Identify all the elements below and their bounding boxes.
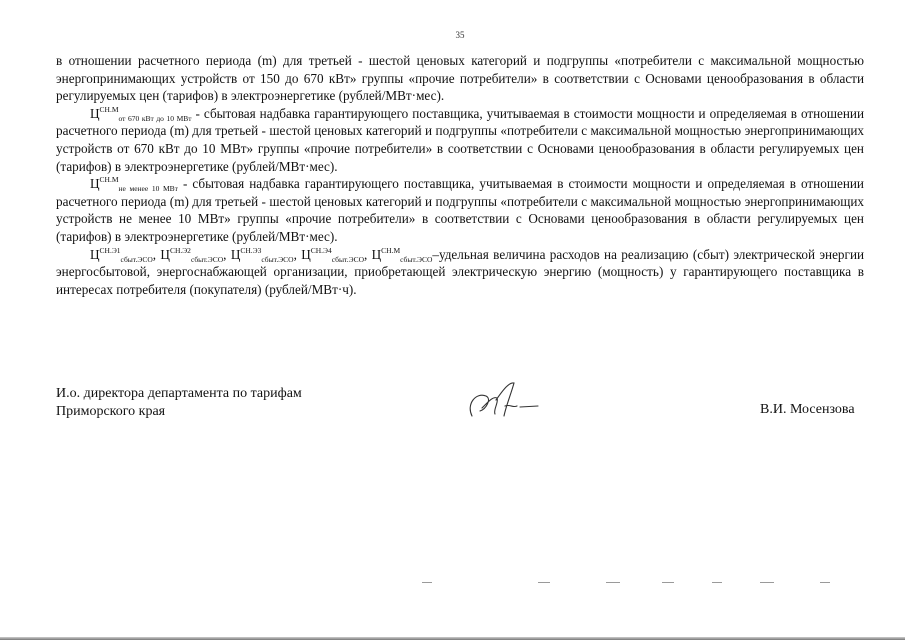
- symbol-subscript: от 670 кВт до 10 МВт: [118, 113, 192, 123]
- symbol-subscript: сбыт.ЭСО: [120, 254, 153, 264]
- paragraph-3: [56, 175, 864, 245]
- tariff-symbol-e3: [231, 247, 294, 262]
- scan-artifact-line: [538, 582, 550, 583]
- signatory-title: [56, 385, 302, 421]
- handwritten-signature: [462, 378, 540, 426]
- paragraph-4: [56, 246, 864, 299]
- tariff-symbol-e1: [90, 247, 153, 262]
- symbol-base: Ц: [230, 246, 241, 262]
- tariff-symbol-e4: [301, 247, 364, 262]
- symbol-superscript: СН.М: [99, 104, 119, 114]
- symbol-subscript: сбыт.ЭСО: [261, 254, 294, 264]
- tariff-symbol-m: [372, 247, 433, 262]
- signatory-title-line-2: Приморского края: [56, 404, 166, 419]
- tariff-symbol-670kw-10mw: [90, 106, 192, 121]
- tariff-symbol-e2: [160, 247, 223, 262]
- paragraph-2: [56, 105, 864, 175]
- paragraph-2-text: - сбытовая надбавка гарантирующего поставщика, учитываемая в стоимости мощности и определяемая в отношении расчетного периода (m) для третьей - шестой ценовых категорий и подгруппы «потребители с максимальной мощностью энергопринимающих устройств от 670 кВт до 10 МВт» группы «прочие потребители» в соответствии с Основами ценообразования в области регулируемых цен (тарифов) в электроэнергетике (рублей/МВт·мес).: [56, 105, 865, 174]
- symbol-superscript: СН.Э1: [99, 245, 121, 255]
- symbol-superscript: СН.М: [381, 245, 401, 255]
- tariff-symbol-10mw-plus: [90, 175, 178, 194]
- symbol-subscript: сбыт.ЭСО: [190, 254, 224, 264]
- symbol-separator: ,: [152, 246, 161, 262]
- symbol-base: Ц: [90, 246, 100, 262]
- symbol-separator: ,: [293, 246, 302, 262]
- scan-artifact-line: [606, 582, 620, 583]
- symbol-superscript: СН.Э2: [169, 245, 191, 255]
- signatory-name: В.И. Мосензова: [760, 402, 855, 417]
- scan-artifact-line: [712, 582, 722, 583]
- page-number: 35: [455, 30, 465, 40]
- symbol-base: Ц: [301, 246, 311, 262]
- symbol-separator: ,: [223, 246, 231, 262]
- scan-artifact-line: [820, 582, 830, 583]
- symbol-subscript: сбыт.ЭСО: [400, 254, 433, 264]
- document-body: [56, 52, 864, 298]
- paragraph-4-text: –удельная величина расходов на реализацию (сбыт) электрической энергии энергосбытовой, энергоснабжающей организации, приобретающей электрическую энергию (мощность) у гарантирующего поставщика в интересах потребителя (покупателя) (рублей/МВт·ч).: [56, 246, 865, 297]
- scan-artifact-line: [662, 582, 674, 583]
- scan-artifact-line: [422, 582, 432, 583]
- symbol-superscript: СН.Э3: [240, 245, 262, 255]
- symbol-base: Ц: [371, 246, 382, 262]
- symbol-base: Ц: [90, 176, 100, 192]
- symbol-subscript: сбыт.ЭСО: [331, 254, 364, 264]
- paragraph-3-text: - сбытовая надбавка гарантирующего поставщика, учитываемая в стоимости мощности и определяемая в отношении расчетного периода (m) для третьей - шестой ценовых категорий и подгруппы «потребители с максимальной мощностью энергопринимающих устройств не менее 10 МВт» группы «прочие потребители» в соответствии с Основами ценообразования в области регулируемых цен (тарифов) в электроэнергетике (рублей/МВт·мес).: [56, 176, 864, 244]
- symbol-base: Ц: [90, 105, 100, 121]
- paragraph-1: в отношении расчетного периода (m) для третьей - шестой ценовых категорий и подгруппы «потребители с максимальной мощностью энергопринимающих устройств от 150 до 670 кВт» группы «прочие потребители» в соответствии с Основами ценообразования в области регулируемых цен (тарифов) в электроэнергетике (рублей/МВт·мес).: [56, 53, 864, 104]
- scan-artifact-line: [760, 582, 774, 583]
- symbol-base: Ц: [160, 246, 170, 262]
- symbol-separator: ,: [363, 246, 372, 262]
- signatory-title-line-1: И.о. директора департамента по тарифам: [56, 386, 302, 401]
- symbol-superscript: СН.М: [99, 175, 119, 185]
- symbol-subscript: не менее 10 МВт: [118, 184, 178, 194]
- symbol-superscript: СН.Э4: [310, 245, 332, 255]
